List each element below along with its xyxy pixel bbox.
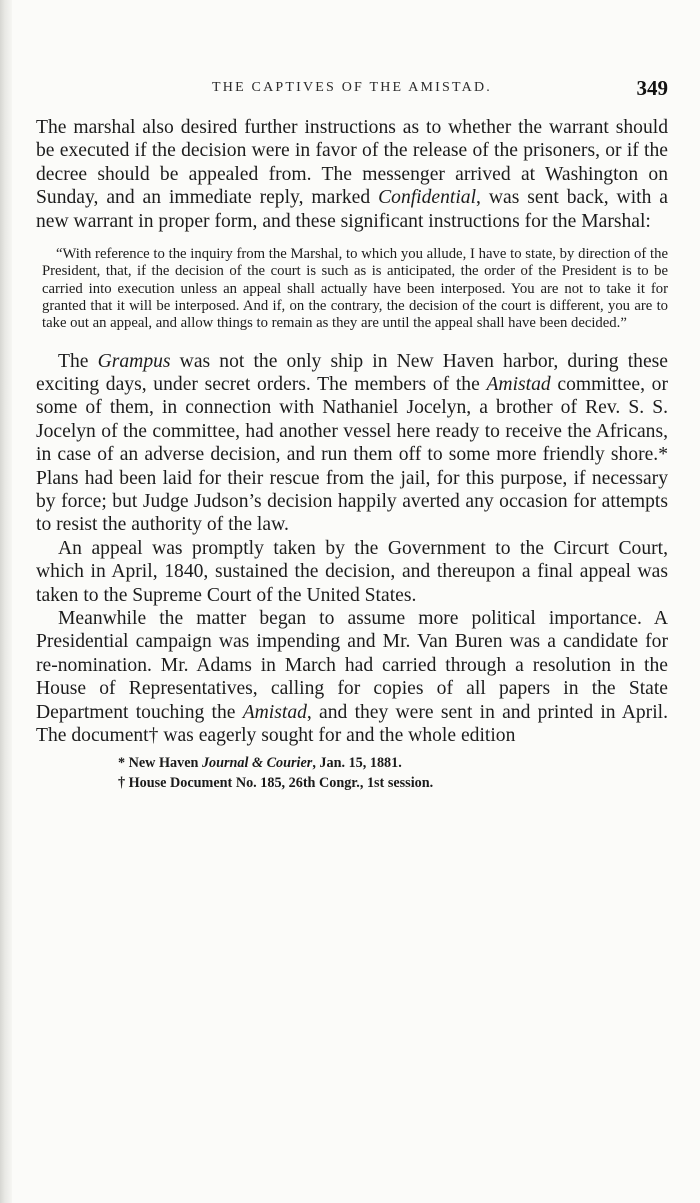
- running-header: [36, 68, 668, 102]
- paragraph-text: , was sent back, with a new warrant in proper form, and these significant instructions for the Marshal:: [36, 187, 669, 232]
- paragraph-text: , and they were sent in and printed in April. The document† was eagerly sought for and the whole edition: [36, 701, 668, 747]
- footnote-italic-journal: Journal & Courier: [201, 755, 313, 772]
- footnotes: [36, 753, 668, 793]
- paragraph-marshal-instructions: [36, 116, 668, 233]
- paragraph-text: The: [58, 350, 98, 372]
- paragraph-text: The marshal also desired further instructions as to whether the warrant should be executed if the decision were in favor of the release of the prisoners, or if the decree should be appealed from. The messenger arrived at Washington on Sunday, and an immediate reply, marked: [36, 117, 668, 209]
- running-title: THE CAPTIVES OF THE AMISTAD.: [212, 80, 492, 95]
- footnote-text: , Jan. 15, 1881.: [312, 755, 402, 772]
- italic-grampus: Grampus: [97, 350, 171, 372]
- paragraph-appeal: An appeal was promptly taken by the Government to the Circurt Court, which in April, 1840, sustained the decision, and thereupon a final appeal was taken to the Supreme Court of the United States.: [36, 537, 668, 606]
- page-edge-shadow: [0, 0, 12, 1203]
- footnote-1: [118, 753, 668, 773]
- paragraph-grampus: [36, 350, 668, 537]
- paragraph-text: Meanwhile the matter began to assume more political importance. A Presidential campaign was impending and Mr. Van Buren was a candidate for re-nomination. Mr. Adams in March had carried through a resolution in the House of Representatives, calling for copies of all papers in the State Department touching the: [36, 607, 668, 723]
- italic-amistad: Amistad: [242, 701, 307, 723]
- page-number: 349: [636, 76, 668, 100]
- footnote-text: * New Haven: [118, 755, 202, 772]
- footnote-2: † House Document No. 185, 26th Congr., 1st session.: [118, 775, 434, 792]
- paragraph-political-importance: [36, 607, 668, 747]
- book-page: [36, 68, 668, 793]
- italic-amistad: Amistad: [486, 373, 551, 395]
- paragraph-text: committee, or some of them, in connection with Nathaniel Jocelyn, a brother of Rev. S. S. Jocelyn of the committee, had another vessel here ready to receive the Africans, in case of an adverse decision, and run them off to some more friendly shore.* Plans had been laid for their rescue from the jail, for this purpose, if necessary by force; but Judge Judson’s decision happily averted any occasion for attempts to resist the authority of the law.: [36, 373, 668, 536]
- italic-confidential: Confidential: [378, 187, 477, 209]
- paragraph-text: was not the only ship in New Haven harbor, during these exciting days, under secret orders. The members of the: [36, 350, 668, 395]
- block-quote-instructions: “With reference to the inquiry from the Marshal, to which you allude, I have to state, by direction of the President, that, if the decision of the court is such as is anticipated, the order of the President is to be carried into execution unless an appeal shall actually have been interposed. You are not to take it for granted that it will be interposed. And if, on the contrary, the decision of the court is different, you are to take out an appeal, and allow things to remain as they are until the appeal shall have been decided.”: [42, 246, 668, 332]
